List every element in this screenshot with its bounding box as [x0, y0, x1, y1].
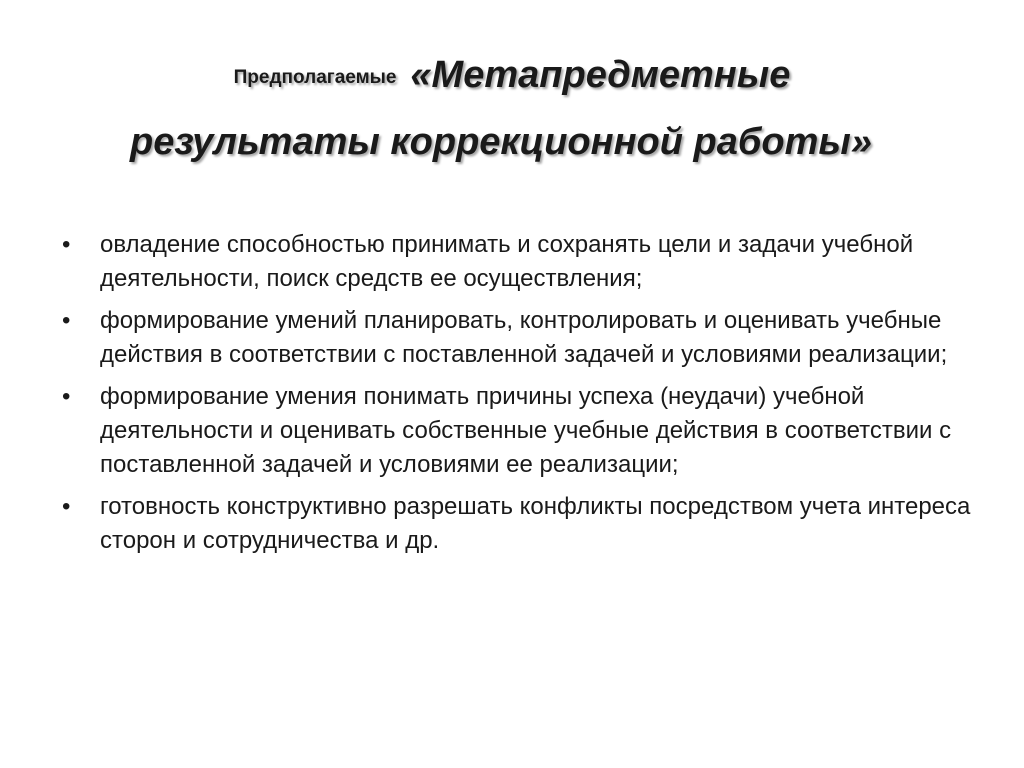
list-item	[62, 490, 992, 558]
bullet-text: формирование умения понимать причины успеха (неудачи) учебной деятельности и оценивать собственные учебные действия в соответствии с поставленной задачей и условиями ее реализации;	[100, 383, 952, 478]
bullet-text: овладение способностью принимать и сохранять цели и задачи учебной деятельности, поиск средств ее осуществления;	[100, 231, 914, 292]
bullet-list	[62, 228, 992, 566]
bullet-text: готовность конструктивно разрешать конфликты посредством учета интереса сторон и сотрудничества и др.	[100, 493, 971, 554]
list-item	[62, 228, 992, 296]
bullet-icon: •	[62, 307, 71, 334]
bullet-icon: •	[62, 383, 71, 410]
title-main-1: «Метапредметные	[410, 54, 791, 96]
list-item	[62, 304, 992, 372]
title-prefix: Предполагаемые	[233, 67, 397, 88]
bullet-icon: •	[62, 231, 71, 258]
title-line-2: результаты коррекционной работы»	[129, 121, 872, 163]
bullet-icon: •	[62, 493, 71, 520]
list-item	[62, 380, 992, 482]
slide-title	[0, 44, 1024, 170]
bullet-text: формирование умений планировать, контролировать и оценивать учебные действия в соответствии с поставленной задачей и условиями реализации;	[100, 307, 948, 368]
title-line-1	[0, 44, 1024, 114]
